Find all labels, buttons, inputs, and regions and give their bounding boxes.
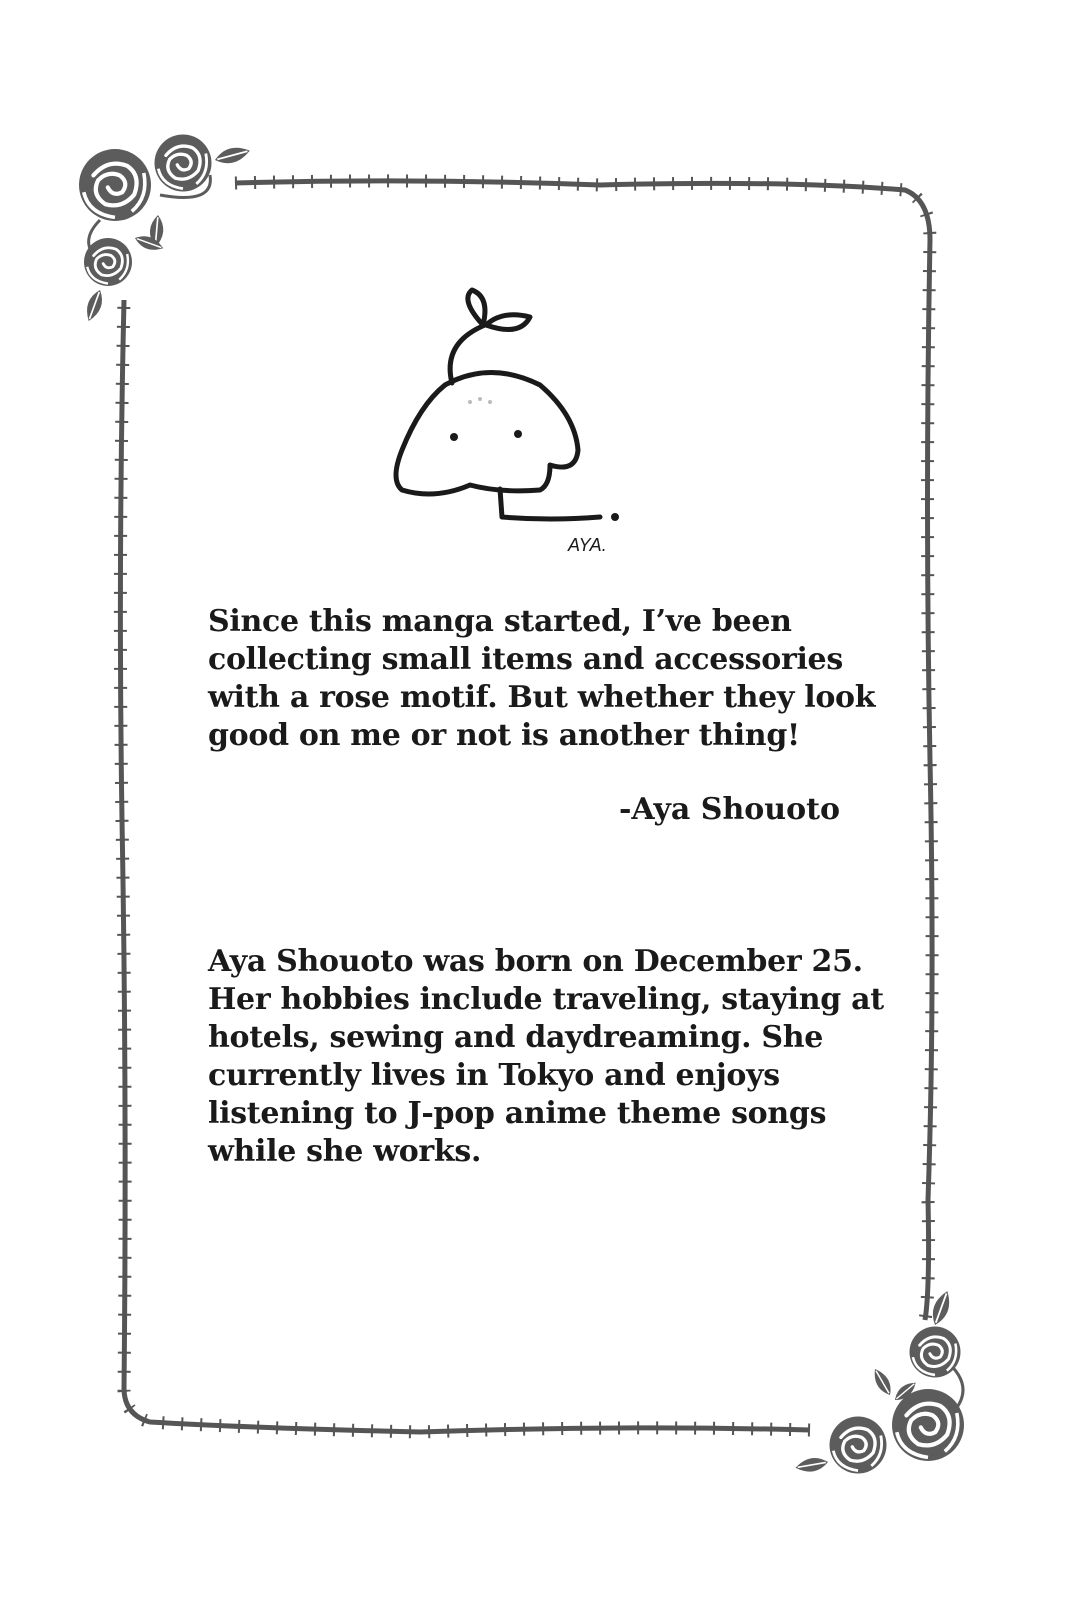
- illustration-signature: AYA.: [568, 535, 607, 555]
- signature-dot: [611, 513, 619, 521]
- sprout-mascot-illustration: [390, 285, 640, 560]
- mascot-left-eye: [450, 433, 458, 441]
- mascot-right-eye: [514, 430, 522, 438]
- sprout-leaf-left: [468, 290, 485, 325]
- author-bio-text: Aya Shouoto was born on December 25. Her hobbies include traveling, staying at hotels, sewing and daydreaming. She currently lives in Tokyo and enjoys listening to J-pop anime theme songs while she works.: [208, 944, 884, 1169]
- bottom-right-rose-cluster: [794, 1289, 964, 1475]
- top-left-rose-cluster: [79, 135, 252, 324]
- mascot-foot: [500, 489, 600, 519]
- author-signature: -Aya Shouoto: [618, 792, 840, 827]
- author-note-text: Since this manga started, I’ve been collecting small items and accessories with a rose motif. But whether they look good on me or not is another thing!: [208, 604, 876, 753]
- sprout-leaf-right: [486, 315, 530, 330]
- mascot-cheek-dots: [468, 397, 492, 404]
- mascot-body: [396, 373, 578, 495]
